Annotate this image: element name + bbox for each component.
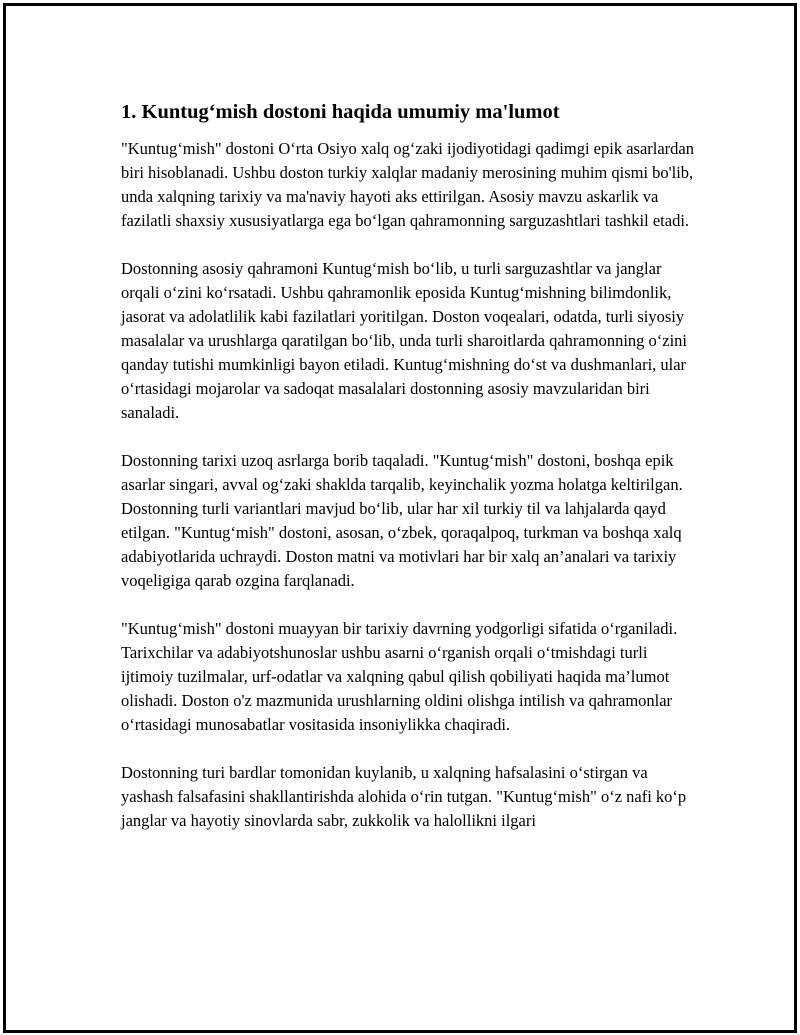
paragraph: Dostonning asosiy qahramoni Kuntug‘mish bo‘lib, u turli sarguzashtlar va janglar orqali o‘zini ko‘rsatadi. Ushbu qahramonlik eposida Kuntug‘mishning bilimdonlik, jasorat va adolatlilik kabi fazilatlari yoritilgan. Doston voqealari, odatda, turli siyosiy masalalar va urushlarga qaratilgan bo‘lib, unda turli sharoitlarda qahramonning o‘zini qanday tutishi mumkinligi bayon etiladi. Kuntug‘mishning do‘st va dushmanlari, ular o‘rtasidagi mojarolar va sadoqat masalalari dostonning asosiy mavzularidan biri sanaladi. — [121, 259, 688, 422]
document-body — [121, 98, 701, 857]
paragraph: "Kuntug‘mish" dostoni muayyan bir tarixiy davrning yodgorligi sifatida o‘rganiladi. Tarixchilar va adabiyotshunoslar ushbu asarni o‘rganish orqali o‘tmishdagi turli ijtimoiy tuzilmalar, urf-odatlar va xalqning qabul qilish qobiliyati haqida ma’lumot olishadi. Doston o'z mazmunida urushlarning oldini olishga intilish va qahramonlar o‘rtasidagi munosabatlar vositasida insoniylikka chaqiradi. — [121, 619, 678, 734]
paragraph: Dostonning tarixi uzoq asrlarga borib taqaladi. "Kuntug‘mish" dostoni, boshqa epik asarlar singari, avval og‘zaki shaklda tarqalib, keyinchalik yozma holatga keltirilgan. Dostonning turli variantlari mavjud bo‘lib, ular har xil turkiy til va lahjalarda qayd etilgan. "Kuntug‘mish" dostoni, asosan, o‘zbek, qoraqalpoq, turkman va boshqa xalq adabiyotlarida uchraydi. Doston matni va motivlari har bir xalq an’analari va tarixiy voqeligiga qarab ozgina farqlanadi. — [121, 451, 683, 590]
paragraph: Dostonning turi bardlar tomonidan kuylanib, u xalqning hafsalasini o‘stirgan va yashash falsafasini shakllantirishda alohida o‘rin tutgan. "Kuntug‘mish" o‘z nafi ko‘p janglar va hayotiy sinovlarda sabr, zukkolik va halollikni ilgari — [121, 763, 687, 830]
section-heading: 1. Kuntug‘mish dostoni haqida umumiy ma'lumot — [121, 101, 560, 123]
paragraph: "Kuntug‘mish" dostoni O‘rta Osiyo xalq og‘zaki ijodiyotidagi qadimgi epik asarlardan biri hisoblanadi. Ushbu doston turkiy xalqlar madaniy merosining muhim qismi bo'lib, unda xalqning tarixiy va ma'naviy hayoti aks ettirilgan. Asosiy mavzu askarlik va fazilatli shaxsiy xususiyatlarga ega bo‘lgan qahramonning sarguzashtlari tashkil etadi. — [121, 139, 694, 230]
page-border — [3, 3, 797, 1033]
